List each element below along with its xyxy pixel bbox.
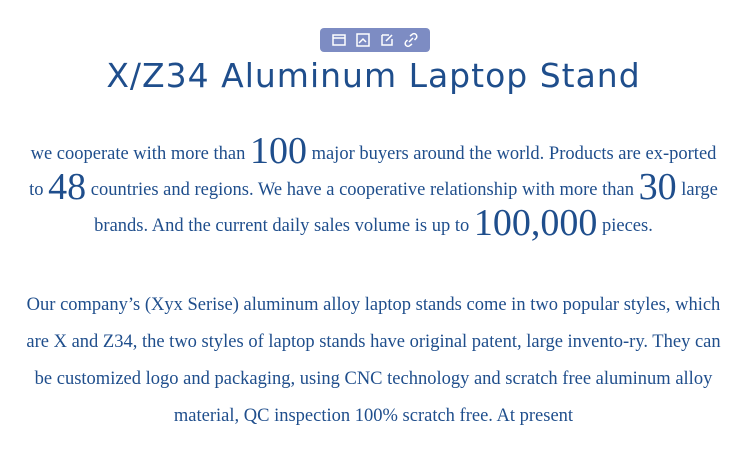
para1-text-2: major buyers around the world. Products are ex-ported to: [29, 144, 717, 200]
company-paragraph: Our company’s (Xyx Serise) aluminum alloy laptop stands come in two popular styles, which are X and Z34, the two styles of laptop stands have original patent, large invento-ry. They can be customized logo and packaging, using CNC technology and scratch free aluminum alloy material, QC inspection 100% scratch free. At present: [26, 295, 721, 426]
page-title: X/Z34 Aluminum Laptop Stand: [106, 56, 641, 95]
para1-text-5: pieces.: [597, 216, 653, 236]
buyers-count: 100: [249, 130, 307, 172]
edit-icon[interactable]: [378, 31, 396, 49]
editor-toolbar: [320, 28, 430, 52]
brands-count: 30: [638, 166, 677, 208]
image-edit-icon[interactable]: [354, 31, 372, 49]
countries-count: 48: [48, 166, 87, 208]
folder-icon[interactable]: [330, 31, 348, 49]
para1-text-1: we cooperate with more than: [30, 144, 250, 164]
link-icon[interactable]: [402, 31, 420, 49]
para1-text-3: countries and regions. We have a cooperative relationship with more than: [86, 180, 639, 200]
para1-text-4: large brands. And the current daily sales volume is up to: [94, 180, 718, 236]
daily-sales-count: 100,000: [473, 202, 598, 244]
stats-paragraph: [24, 130, 723, 244]
